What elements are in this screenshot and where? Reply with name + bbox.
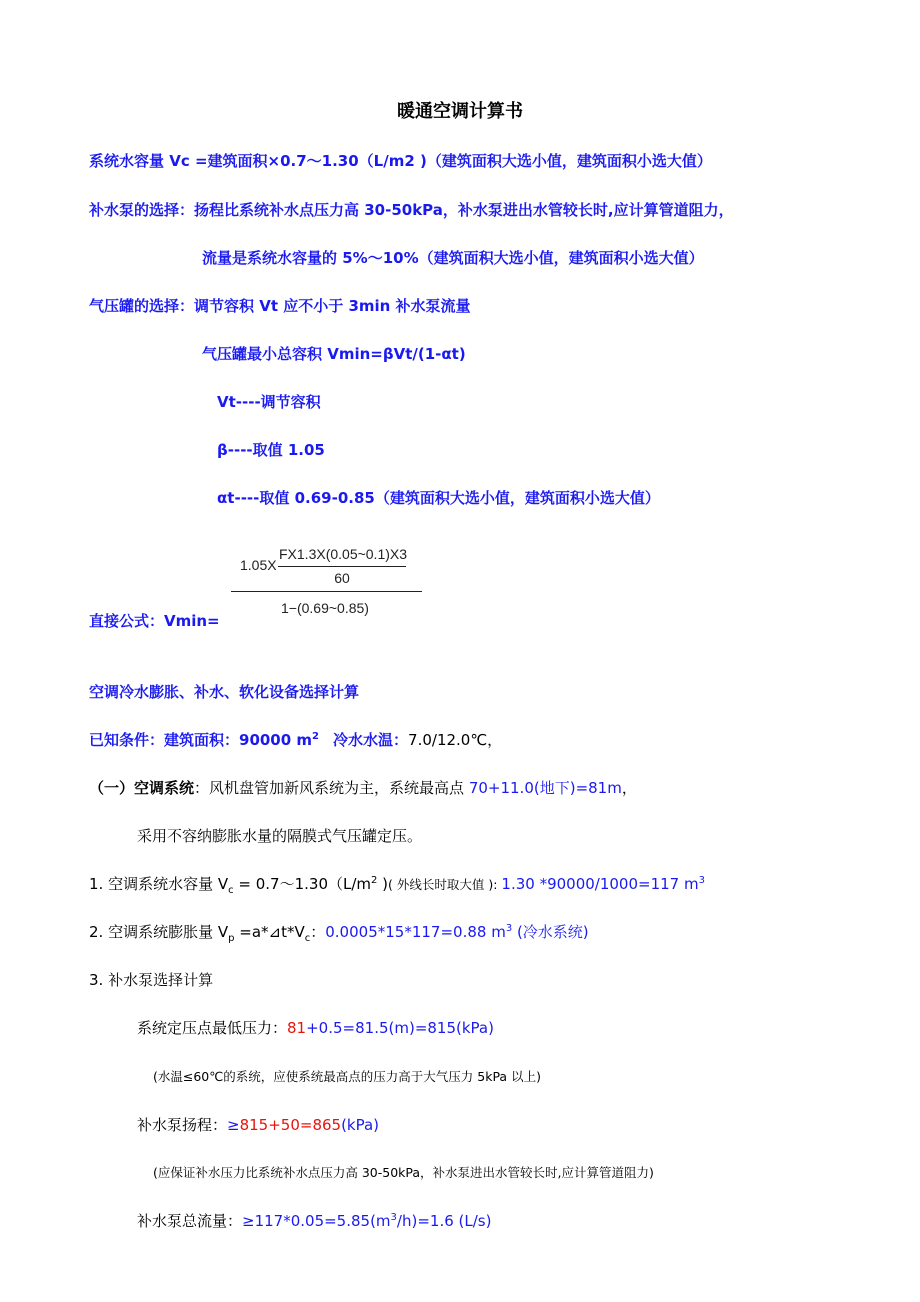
item2-sub2: c (304, 933, 311, 944)
item1-sub: c (228, 885, 234, 896)
section1-tail: ， (621, 779, 637, 797)
formula-lead: 1.05X (240, 557, 277, 573)
pump-head-note: (应保证补水压力比系统补水点压力高 30-50kPa，补水泵进出水管较长时,应计算管道阻力) (153, 1165, 654, 1180)
item2-colon: ： (310, 923, 326, 941)
item1 (89, 874, 705, 895)
document-title: 暖通空调计算书 (397, 101, 523, 122)
formula-inner-denominator: 60 (334, 570, 350, 586)
item2-sub1: p (228, 933, 235, 944)
item1-note: ( 外线长时取大值 ): (388, 877, 502, 892)
makeup-pump-line: 补水泵的选择：扬程比系统补水点压力高 30-50kPa，补水泵进出水管较长时,应计算管道阻力， (89, 201, 734, 219)
formula-main-fraction-bar (231, 591, 422, 592)
section1-line2: 采用不容纳膨胀水量的隔膜式气压罐定压。 (137, 827, 423, 845)
pump-flow-sup: 3 (390, 1212, 397, 1223)
item1-close: ) (377, 875, 389, 893)
conditions-temp-value: 7.0/12.0℃， (408, 731, 503, 749)
pressure-calc: +0.5=81.5(m)=815(kPa) (306, 1019, 494, 1037)
item1-calc-sup: 3 (698, 875, 705, 886)
formula-inner-numerator: FX1.3X(0.05~0.1)X3 (279, 546, 408, 562)
pump-head-red: 815+50=865 (239, 1116, 342, 1134)
item2-tail: (冷水系统) (512, 923, 589, 941)
pump-flow-label: 补水泵总流量： (137, 1212, 243, 1230)
item2 (89, 922, 589, 942)
pressure-red: 81 (287, 1019, 307, 1037)
known-conditions (89, 730, 502, 750)
pump-head-unit: (kPa) (341, 1116, 380, 1134)
flow-line: 流量是系统水容量的 5%～10%（建筑面积大选小值，建筑面积小选大值） (202, 249, 704, 267)
tank-selection-line: 气压罐的选择：调节容积 Vt 应不小于 3min 补水泵流量 (89, 297, 471, 315)
section1-height: 70+11.0(地下)=81m (468, 779, 622, 797)
item1-label: 1. 空调系统水容量 V (89, 875, 229, 893)
pressure-label: 系统定压点最低压力： (137, 1019, 288, 1037)
section1-name: 空调系统 (134, 779, 195, 797)
item3: 3. 补水泵选择计算 (89, 971, 214, 989)
system-volume-line: 系统水容量 Vc =建筑面积×0.7～1.30（L/m2 )（建筑面积大选小值，建筑面积小选大值） (89, 152, 712, 170)
beta-def-line: β----取值 1.05 (217, 441, 325, 459)
item2-calc-sup: 3 (505, 923, 513, 934)
section-heading: 空调冷水膨胀、补水、软化设备选择计算 (89, 683, 360, 701)
pump-flow-line (137, 1211, 491, 1231)
pump-flow-calc-a: ≥117*0.05=5.85(m (242, 1212, 391, 1230)
formula-inner-fraction-bar (278, 566, 406, 567)
direct-formula-label: 直接公式：Vmin= (89, 612, 220, 630)
vt-def-line: Vt----调节容积 (217, 393, 321, 411)
conditions-area-unit: 2 (312, 731, 320, 742)
pump-head-label: 补水泵扬程： (137, 1116, 228, 1134)
item1-calc: 1.30 *90000/1000=117 m (501, 875, 699, 893)
item2-label: 2. 空调系统膨胀量 V (89, 923, 229, 941)
section1-number: （一） (89, 779, 135, 797)
item1-range: = 0.7～1.30（L/m (233, 875, 372, 893)
section1-heading (89, 778, 637, 798)
conditions-temp-label: 冷水水温： (333, 731, 409, 749)
pump-head-ge: ≥ (227, 1116, 240, 1134)
pressure-note: (水温≤60℃的系统，应使系统最高点的压力高于大气压力 5kPa 以上) (153, 1069, 541, 1084)
item2-calc: 0.0005*15*117=0.88 m (325, 923, 506, 941)
item1-sup: 2 (371, 875, 378, 886)
item2-formula: =a*⊿t*V (234, 923, 305, 941)
pressure-line (137, 1018, 494, 1038)
alpha-def-line: αt----取值 0.69-0.85（建筑面积大选小值，建筑面积小选大值） (217, 489, 660, 507)
conditions-area: 已知条件：建筑面积：90000 m (89, 731, 313, 749)
pump-flow-calc-b: /h)=1.6 (L/s) (396, 1212, 492, 1230)
formula-denominator: 1−(0.69~0.85) (281, 600, 369, 616)
tank-min-volume-line: 气压罐最小总容积 Vmin=βVt/(1-αt) (202, 345, 466, 363)
section1-desc: ：风机盘管加新风系统为主，系统最高点 (194, 779, 469, 797)
pump-head-line (137, 1115, 379, 1135)
